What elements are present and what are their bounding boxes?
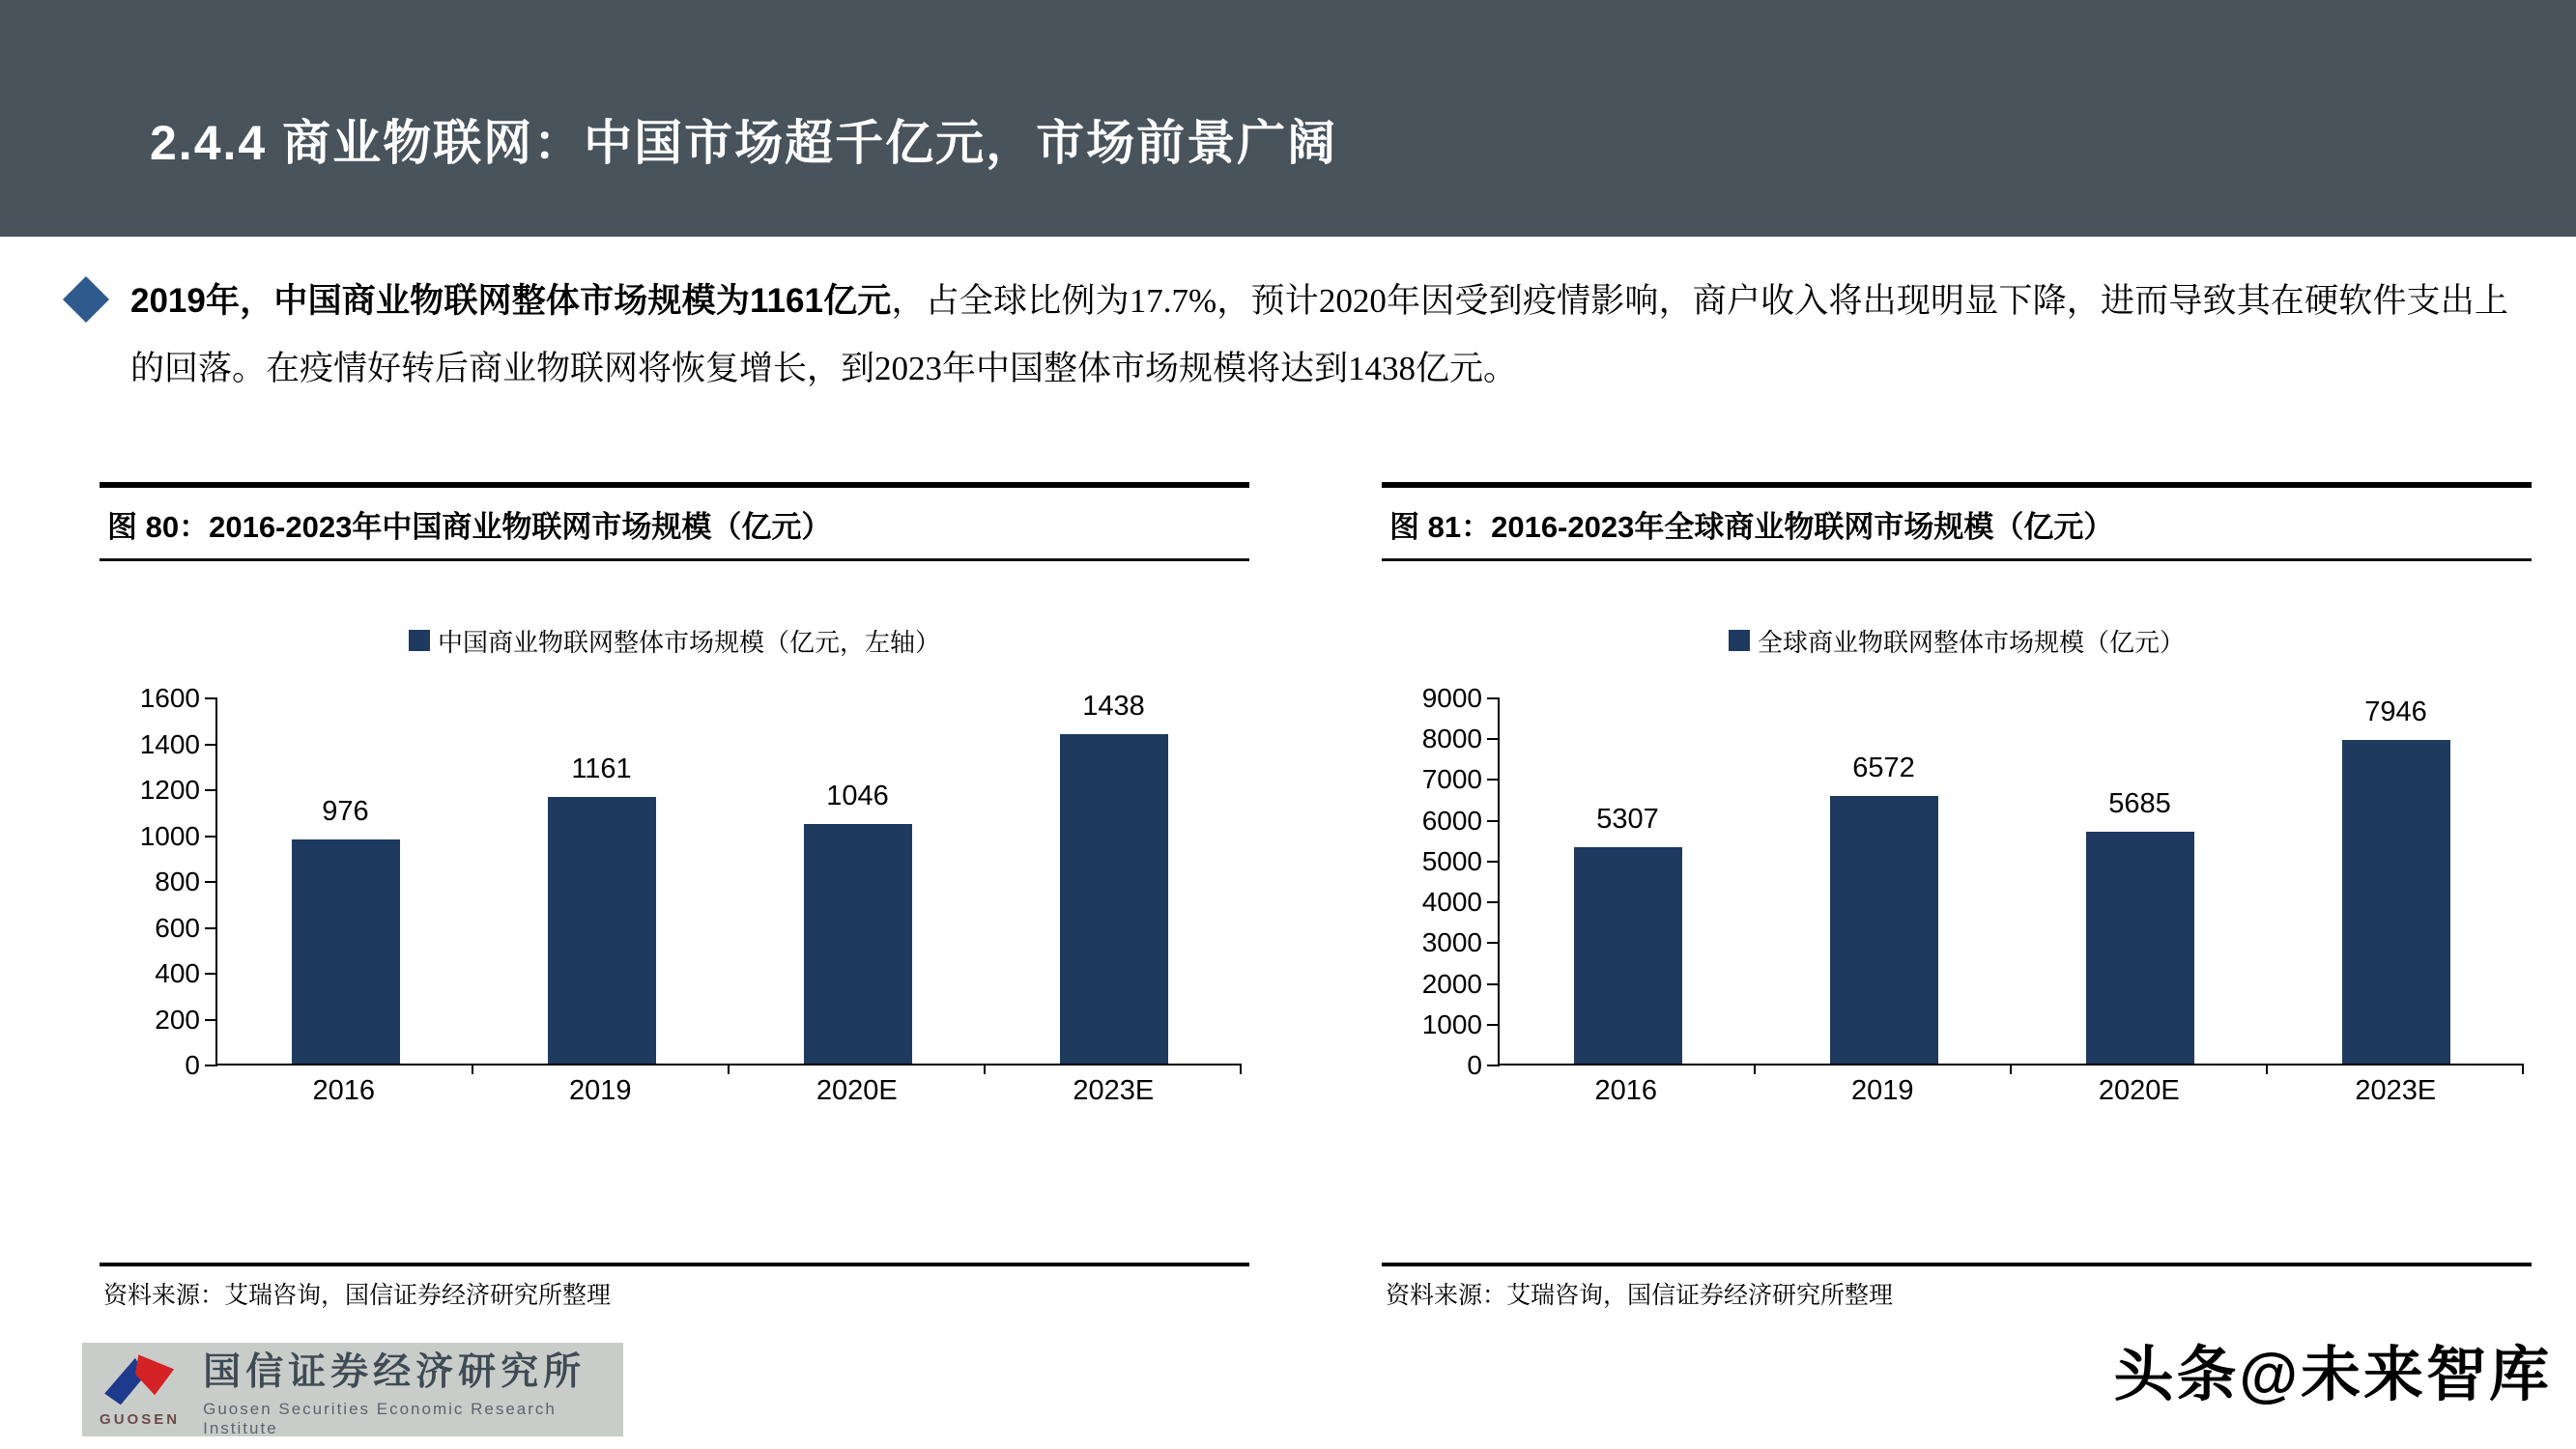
figure-80-title: 图 80：2016-2023年中国商业物联网市场规模（亿元） [107,510,832,544]
x-axis-labels [215,1075,1242,1107]
x-axis-tick [1754,1064,1756,1074]
legend-swatch-icon [409,630,430,651]
y-axis-tick [205,973,217,975]
bar [804,824,912,1064]
bar-value-label: 1161 [571,753,632,785]
x-axis-category-label: 2023E [1073,1075,1155,1106]
y-axis-tick [1487,1024,1500,1026]
y-axis-tick [1487,1065,1500,1066]
y-axis-tick [205,744,217,746]
y-axis-tick-label: 1200 [139,775,200,805]
guosen-logo-en: Guosen Securities Economic Research Institute [203,1399,557,1437]
y-axis-tick [205,1065,217,1066]
x-axis-category-label: 2019 [1850,1075,1914,1106]
y-axis-tick [1487,942,1500,944]
bar [2342,740,2450,1065]
guosen-logo-icon [92,1351,187,1428]
bar [292,839,400,1064]
x-axis-tick [984,1064,986,1074]
y-axis-tick [1487,697,1500,699]
y-axis-tick-label: 400 [155,958,200,988]
summary-paragraph [130,268,2508,403]
x-axis-tick [472,1064,473,1074]
y-axis-tick [205,789,217,791]
y-axis-tick-label: 800 [155,867,200,896]
page-title: 2.4.4 商业物联网：中国市场超千亿元，市场前景广阔 [150,116,1338,170]
y-axis-tick [205,836,217,838]
legend-label: 中国商业物联网整体市场规模（亿元，左轴） [437,627,940,657]
x-axis-category-label: 2020E [2098,1075,2180,1106]
figure-80-source: 资料来源：艾瑞咨询，国信证券经济研究所整理 [103,1283,612,1309]
bar [1060,734,1168,1065]
y-axis-tick [205,697,217,699]
summary-regular-text: ，占全球比例为17.7%，预计2020年因受到疫情影响，商户收入将出现明显下降，进而导致其在硬软件支出上的回落。在疫情好转后商业物联网将恢复增长，到2023年中国整体市场规模将达到1438亿元。 [130,282,2508,387]
plot-area [139,683,1242,1080]
figure-81-panel [1382,482,2532,1311]
chart-legend [1382,625,2532,656]
y-axis-tick-label: 1000 [139,820,200,851]
y-axis-tick [1487,738,1500,740]
y-axis-tick-label: 0 [1467,1050,1482,1080]
y-axis-tick-label: 9000 [1421,683,1482,713]
x-axis-category-label: 2020E [816,1075,898,1106]
x-axis-tick [2010,1064,2012,1074]
guosen-logo-text [203,1342,614,1438]
watermark-text: 头条@未来智库 [2113,1342,2552,1408]
y-axis-tick-label: 0 [185,1050,200,1080]
y-axis-tick-label: 200 [155,1004,200,1035]
bar-value-label: 1438 [1082,690,1145,722]
bar-value-label: 5685 [2108,788,2171,819]
y-axis-tick-label: 600 [155,912,200,943]
bar [548,797,656,1064]
bar-value-label: 976 [322,796,369,828]
divider [100,558,1249,561]
figure-80-panel [100,482,1249,1311]
figure-81-title: 图 81：2016-2023年全球商业物联网市场规模（亿元） [1389,510,2114,544]
guosen-mark-icon [100,1351,181,1411]
x-axis-tick [2522,1064,2524,1074]
bar-value-label: 6572 [1852,752,1915,783]
x-axis-category-label: 2023E [2355,1075,2437,1106]
x-axis-category-label: 2016 [1594,1075,1657,1106]
x-axis-labels [1498,1075,2524,1107]
chart-legend [100,625,1249,656]
y-axis-tick-label: 2000 [1421,968,1482,999]
bar [1574,847,1682,1064]
y-axis-tick-label: 4000 [1421,887,1482,918]
x-axis-tick [728,1064,730,1074]
y-axis-tick-label: 3000 [1421,927,1482,958]
bar-value-label: 5307 [1596,803,1659,835]
y-axis-tick [1487,779,1500,781]
y-axis-tick [1487,983,1500,985]
y-axis-tick [1487,861,1500,863]
summary-bold-text: 2019年，中国商业物联网整体市场规模为1161亿元 [130,282,892,320]
y-axis-tick-label: 7000 [1421,764,1482,795]
y-axis-tick-label: 1600 [139,683,200,713]
guosen-logo-cn: 国信证券经济研究所 [203,1350,587,1393]
y-axis-tick [205,1019,217,1021]
x-axis-tick [1240,1064,1242,1074]
charts-row [100,482,2532,1311]
y-axis-tick [1487,901,1500,903]
y-axis-tick-label: 5000 [1421,845,1482,876]
figure-81-source: 资料来源：艾瑞咨询，国信证券经济研究所整理 [1386,1283,1894,1309]
figure-81-chart [1382,625,2532,1263]
summary-section [0,268,2576,403]
diamond-bullet-icon [63,276,109,323]
x-axis-category-label: 2016 [312,1075,375,1106]
y-axis-tick-label: 6000 [1421,805,1482,836]
y-axis-tick-label: 8000 [1421,724,1482,754]
y-axis-tick-label: 1000 [1421,1009,1482,1039]
x-axis-tick [2266,1064,2268,1074]
bar-value-label: 1046 [826,780,889,811]
divider [1382,558,2532,561]
figure-80-chart [100,625,1249,1263]
legend-label: 全球商业物联网整体市场规模（亿元） [1757,627,2185,657]
slide-header [0,0,2576,237]
bar-value-label: 7946 [2364,696,2427,727]
bar [2086,832,2194,1064]
y-axis-tick [1487,820,1500,822]
guosen-logo [82,1343,623,1436]
legend-swatch-icon [1729,630,1750,651]
y-axis-tick [205,927,217,929]
bar [1830,796,1938,1065]
x-axis-category-label: 2019 [568,1075,632,1106]
y-axis-tick-label: 1400 [139,728,200,759]
plot-area [1421,683,2524,1080]
y-axis-tick [205,881,217,883]
guosen-mark-text: GUOSEN [100,1411,181,1428]
